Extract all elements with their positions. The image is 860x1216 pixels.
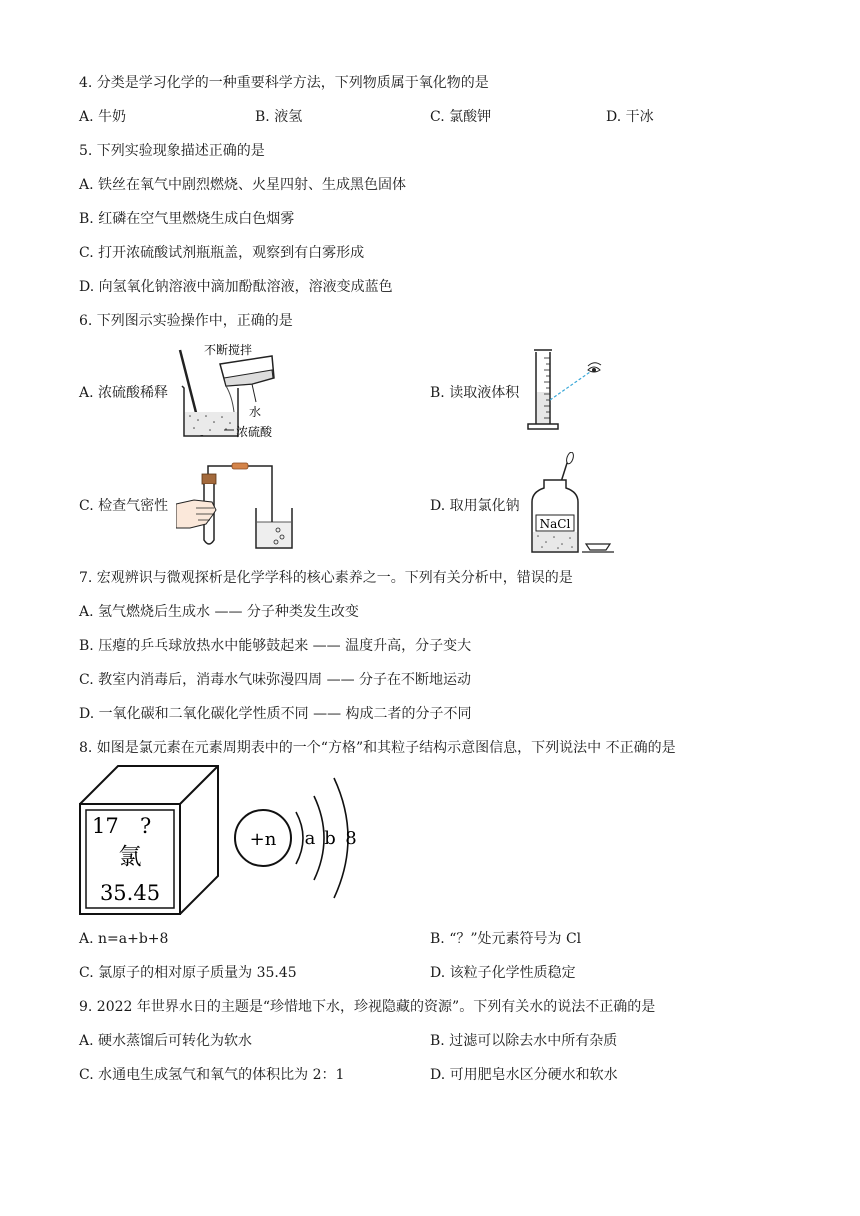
shell-2-electrons: b [324, 828, 336, 849]
q8-option-c: C. 氯原子的相对原子质量为 35.45 [79, 965, 297, 981]
shell-1-electrons: a [304, 828, 316, 849]
acid-label: 浓硫酸 [236, 425, 273, 439]
q6-option-a: A. 浓硫酸稀释 [79, 385, 169, 401]
q4-stem: 4. 分类是学习化学的一种重要科学方法，下列物质属于氧化物的是 [79, 75, 489, 91]
element-name: 氯 [118, 844, 142, 870]
q7-stem: 7. 宏观辨识与微观探析是化学学科的核心素养之一。下列有关分析中，错误的是 [79, 570, 573, 586]
graduated-cylinder-figure [524, 346, 608, 436]
q9-option-a: A. 硬水蒸馏后可转化为软水 [79, 1033, 253, 1049]
q5-option-a: A. 铁丝在氧气中剧烈燃烧、火星四射、生成黑色固体 [79, 177, 407, 193]
q6-option-b: B. 读取液体积 [430, 385, 520, 401]
q8-option-d: D. 该粒子化学性质稳定 [430, 965, 576, 981]
q6-stem: 6. 下列图示实验操作中，正确的是 [79, 313, 293, 329]
q6-option-c: C. 检查气密性 [79, 498, 169, 514]
atomic-mass: 35.45 [99, 881, 161, 905]
q9-option-b: B. 过滤可以除去水中所有杂质 [430, 1033, 618, 1049]
q5-option-b: B. 红磷在空气里燃烧生成白色烟雾 [79, 211, 295, 227]
q8-option-b: B. “？”处元素符号为 Cl [430, 931, 582, 947]
q5-stem: 5. 下列实验现象描述正确的是 [79, 143, 265, 159]
atomic-structure [235, 778, 357, 898]
water-label: 水 [249, 405, 262, 419]
eye-icon [588, 363, 601, 372]
q7-option-d: D. 一氧化碳和二氧化碳化学性质不同 —— 构成二者的分子不同 [79, 706, 472, 722]
element-symbol: ? [140, 814, 152, 838]
q4-option-b: B. 液氢 [255, 109, 303, 125]
q8-stem: 8. 如图是氯元素在元素周期表中的一个“方格”和其粒子结构示意图信息，下列说法中 不正确的是 [79, 740, 676, 756]
stir-label: 不断搅拌 [204, 343, 253, 357]
q9-stem: 9. 2022 年世界水日的主题是“珍惜地下水，珍视隐藏的资源”。下列有关水的说法不正确的是 [79, 999, 656, 1015]
q4-option-c: C. 氯酸钾 [430, 109, 492, 125]
q5-option-c: C. 打开浓硫酸试剂瓶瓶盖，观察到有白雾形成 [79, 245, 365, 261]
shell-3-electrons: 8 [345, 828, 357, 849]
q6-option-d: D. 取用氯化钠 [430, 498, 520, 514]
atomic-number: 17 [92, 814, 119, 838]
nucleus-charge: +n [249, 829, 277, 850]
chlorine-figure [78, 764, 368, 920]
q7-option-a: A. 氢气燃烧后生成水 —— 分子种类发生改变 [79, 604, 359, 620]
q4-option-d: D. 干冰 [606, 109, 654, 125]
q8-option-a: A. n=a+b+8 [79, 931, 169, 947]
q9-option-d: D. 可用肥皂水区分硬水和软水 [430, 1067, 618, 1083]
q4-option-a: A. 牛奶 [79, 109, 127, 125]
airtightness-figure [176, 458, 302, 558]
q9-option-c: C. 水通电生成氢气和氧气的体积比为 2：1 [79, 1067, 345, 1083]
q7-option-c: C. 教室内消毒后，消毒水气味弥漫四周 —— 分子在不断地运动 [79, 672, 472, 688]
acid-dilution-figure [176, 340, 296, 442]
nacl-jar-figure [526, 452, 616, 556]
nacl-label: NaCl [539, 517, 571, 531]
periodic-cell [80, 766, 218, 914]
q7-option-b: B. 压瘪的乒乓球放热水中能够鼓起来 —— 温度升高，分子变大 [79, 638, 472, 654]
q5-option-d: D. 向氢氧化钠溶液中滴加酚酞溶液，溶液变成蓝色 [79, 279, 393, 295]
